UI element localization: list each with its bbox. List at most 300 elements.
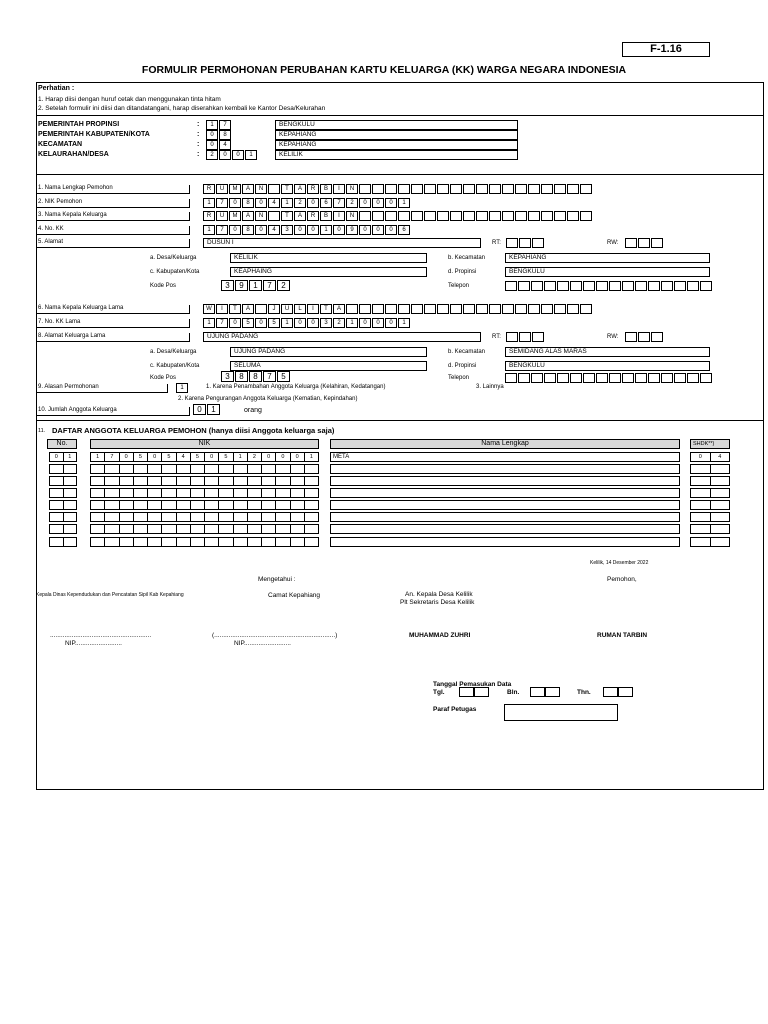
- village-name-field[interactable]: KELILIK: [275, 150, 518, 160]
- char-cell: [625, 332, 637, 342]
- code-cell: 7: [219, 120, 231, 130]
- char-cell: [648, 373, 660, 383]
- digit: [91, 489, 105, 497]
- char-cell: 5: [268, 318, 280, 328]
- applicant-nik-cells[interactable]: [203, 198, 411, 208]
- applicant-role: Pemohon,: [607, 576, 637, 583]
- code-cell: 0: [206, 140, 218, 150]
- digit: [691, 477, 711, 485]
- char-cell: 0: [255, 198, 267, 208]
- char-cell: [541, 184, 553, 194]
- char-cell: [372, 304, 384, 314]
- char-cell: 1: [203, 198, 215, 208]
- digit: [711, 477, 730, 485]
- digit: [205, 525, 219, 533]
- char-cell: 7: [216, 318, 228, 328]
- digit: 1: [68, 454, 72, 460]
- member-shdk-cell[interactable]: [690, 488, 730, 498]
- char-cell: [476, 211, 488, 221]
- postal-code-cells[interactable]: [221, 280, 291, 290]
- known-label: Mengetahui :: [258, 576, 296, 583]
- digit: [248, 513, 262, 521]
- digit: [691, 489, 711, 497]
- char-cell: 0: [229, 225, 241, 235]
- digit: [262, 538, 276, 546]
- digit: 4: [177, 453, 191, 461]
- digit: [162, 477, 176, 485]
- digit: 5: [191, 453, 205, 461]
- field-label-8: 8. Alamat Keluarga Lama: [38, 333, 106, 339]
- digit: [120, 513, 134, 521]
- member-no-cell[interactable]: [49, 464, 77, 474]
- postal-digit: 8: [235, 371, 248, 382]
- phone-cells[interactable]: [505, 281, 713, 291]
- postal-digit: 3: [221, 280, 234, 291]
- old-district-field[interactable]: SEMIDANG ALAS MARAS: [505, 347, 710, 357]
- postal-digit: 2: [277, 280, 290, 291]
- head-name-cells[interactable]: [203, 211, 593, 221]
- member-shdk-cell[interactable]: [690, 512, 730, 522]
- char-cell: [651, 332, 663, 342]
- digit: 0: [691, 453, 711, 461]
- char-cell: [519, 332, 531, 342]
- char-cell: B: [320, 184, 332, 194]
- dinas-nip: NIP..........................: [65, 640, 122, 647]
- digit: [177, 465, 191, 473]
- char-cell: 1: [346, 318, 358, 328]
- digit: [177, 489, 191, 497]
- char-cell: [385, 211, 397, 221]
- digit: [205, 477, 219, 485]
- char-cell: [557, 281, 569, 291]
- char-cell: A: [294, 184, 306, 194]
- char-cell: 2: [346, 198, 358, 208]
- digit: [219, 538, 233, 546]
- member-nik-cell[interactable]: [90, 524, 319, 534]
- district-field[interactable]: KEPAHIANG: [505, 253, 710, 263]
- char-cell: 0: [359, 318, 371, 328]
- digit: [50, 489, 64, 497]
- rt-cells[interactable]: [506, 238, 545, 248]
- member-nik-cell[interactable]: [90, 500, 319, 510]
- digit: [91, 513, 105, 521]
- char-cell: [411, 211, 423, 221]
- digit: [305, 538, 318, 546]
- digit: [162, 489, 176, 497]
- postal-digit: 7: [263, 371, 276, 382]
- digit: [219, 501, 233, 509]
- member-nik-cell[interactable]: [90, 464, 319, 474]
- char-cell: [580, 304, 592, 314]
- char-cell: [505, 373, 517, 383]
- applicant-signature-name: RUMAN TARBIN: [597, 632, 648, 639]
- char-cell: L: [294, 304, 306, 314]
- digit: [691, 465, 711, 473]
- digit: [148, 538, 162, 546]
- code-cell: 8: [219, 130, 231, 140]
- digit: [691, 513, 711, 521]
- digit: [248, 465, 262, 473]
- code-cell: 0: [219, 150, 231, 160]
- digit: [91, 477, 105, 485]
- village-secretary-title: Plt Sekretaris Desa Kelilik: [400, 599, 475, 606]
- notice-heading: Perhatian :: [38, 85, 75, 92]
- char-cell: 1: [320, 225, 332, 235]
- member-nik-cell[interactable]: [90, 476, 319, 486]
- digit: 4: [718, 454, 722, 460]
- digit: [148, 477, 162, 485]
- char-cell: T: [281, 211, 293, 221]
- char-cell: 0: [229, 318, 241, 328]
- digit: [234, 525, 248, 533]
- member-shdk-cell[interactable]: [690, 524, 730, 534]
- digit: 0: [50, 453, 64, 461]
- char-cell: [515, 304, 527, 314]
- digit: [262, 525, 276, 533]
- char-cell: U: [281, 304, 293, 314]
- camat-nip: NIP..........................: [234, 640, 291, 647]
- member-shdk-cell[interactable]: [690, 500, 730, 510]
- officer-initial-box[interactable]: [504, 704, 618, 721]
- member-no-cell[interactable]: [49, 512, 77, 522]
- code-cell: 1: [206, 120, 218, 130]
- char-cell: [489, 211, 501, 221]
- char-cell: [638, 332, 650, 342]
- col-no-header: No.: [47, 439, 77, 449]
- digit: [162, 465, 176, 473]
- entry-month-cell[interactable]: [545, 687, 560, 697]
- char-cell: [518, 281, 530, 291]
- char-cell: [625, 238, 637, 248]
- divider: [36, 115, 764, 116]
- digit: [177, 477, 191, 485]
- char-cell: [687, 281, 699, 291]
- char-cell: 0: [255, 318, 267, 328]
- char-cell: [700, 373, 712, 383]
- char-cell: [622, 281, 634, 291]
- digit: [191, 513, 205, 521]
- char-cell: 1: [281, 198, 293, 208]
- char-cell: [570, 281, 582, 291]
- digit: [148, 489, 162, 497]
- digit: [205, 465, 219, 473]
- old-postal-code-cells[interactable]: [221, 371, 291, 381]
- digit: [276, 501, 290, 509]
- entry-month-label: Bln.: [507, 689, 520, 696]
- rw-cells[interactable]: [625, 238, 664, 248]
- member-no-cell[interactable]: [49, 537, 77, 547]
- member-nik-cell[interactable]: [90, 452, 319, 462]
- field-label-1: 1. Nama Lengkap Pemohon: [38, 185, 113, 191]
- char-cell: [674, 281, 686, 291]
- digit: [305, 525, 318, 533]
- province-label: PEMERINTAH PROPINSI: [38, 121, 120, 128]
- rt-label: RT:: [492, 334, 501, 340]
- old-district-label: b. Kecamatan: [448, 349, 486, 355]
- char-cell: 4: [268, 198, 280, 208]
- rw-label: RW:: [607, 334, 619, 340]
- digit: 1: [91, 453, 105, 461]
- village-label: KELAURAHAN/DESA: [38, 151, 109, 158]
- postal-digit: 5: [277, 371, 290, 382]
- old-regency-field[interactable]: SELUMA: [230, 361, 427, 371]
- digit: [191, 525, 205, 533]
- char-cell: 6: [320, 198, 332, 208]
- member-nik-cell[interactable]: [90, 512, 319, 522]
- char-cell: [506, 332, 518, 342]
- district-name-field[interactable]: KEPAHIANG: [275, 140, 518, 150]
- char-cell: 7: [216, 225, 228, 235]
- dinas-title: Kepala Dinas Kependudukan dan Pencatatan Sipil Kab Kepahiang: [36, 592, 184, 598]
- digit: [291, 501, 305, 509]
- digit: [134, 513, 148, 521]
- regency-field[interactable]: KEAPHAING: [230, 267, 427, 277]
- char-cell: R: [307, 211, 319, 221]
- field-label-9: 9. Alasan Permohonan: [38, 384, 99, 390]
- digit: [64, 501, 77, 509]
- char-cell: [437, 184, 449, 194]
- digit: [134, 477, 148, 485]
- old-village-field[interactable]: UJUNG PADANG: [230, 347, 427, 357]
- member-shdk-cell[interactable]: [690, 476, 730, 486]
- member-nik-cell[interactable]: [90, 537, 319, 547]
- char-cell: 3: [320, 318, 332, 328]
- member-no-cell[interactable]: [49, 500, 77, 510]
- char-cell: [570, 373, 582, 383]
- members-count-cells[interactable]: [193, 404, 221, 414]
- member-shdk-cell[interactable]: [690, 537, 730, 547]
- char-cell: [437, 304, 449, 314]
- entry-month-cell[interactable]: [530, 687, 545, 697]
- char-cell: [450, 304, 462, 314]
- char-cell: [385, 304, 397, 314]
- digit: [120, 538, 134, 546]
- old-head-name-cells[interactable]: [203, 304, 593, 314]
- char-cell: 0: [229, 198, 241, 208]
- char-cell: 1: [398, 198, 410, 208]
- char-cell: [437, 211, 449, 221]
- digit: [162, 501, 176, 509]
- digit: [219, 513, 233, 521]
- digit: [276, 525, 290, 533]
- digit: [105, 489, 119, 497]
- old-rt-cells[interactable]: [506, 332, 545, 342]
- entry-year-label: Thn.: [577, 689, 591, 696]
- member-name-cell[interactable]: [330, 488, 680, 498]
- char-cell: [528, 304, 540, 314]
- old-rw-cells[interactable]: [625, 332, 664, 342]
- member-shdk-cell[interactable]: [690, 464, 730, 474]
- char-cell: [557, 373, 569, 383]
- char-cell: [506, 238, 518, 248]
- member-name-cell[interactable]: [330, 512, 680, 522]
- digit: [134, 525, 148, 533]
- digit: [50, 501, 64, 509]
- field-label-3: 3. Nama Kepala Keluarga: [38, 212, 107, 218]
- regency-name-field[interactable]: KEPAHIANG: [275, 130, 518, 140]
- char-cell: 8: [242, 198, 254, 208]
- member-name-cell[interactable]: [330, 464, 680, 474]
- digit: [64, 538, 77, 546]
- digit: [50, 477, 64, 485]
- postal-digit: 7: [263, 280, 276, 291]
- old-regency-label: c. Kabupaten/Kota: [150, 363, 200, 369]
- entry-day-cell[interactable]: [459, 687, 474, 697]
- applicant-name-cells[interactable]: [203, 184, 593, 194]
- reason-option-3: 3. Lainnya: [476, 384, 504, 390]
- postal-digit: 8: [249, 371, 262, 382]
- notice-line-2: 2. Setelah formulir ini diisi dan ditandatangani, harap diserahkan kembali ke Kantor Desa/Kelurahan: [38, 105, 326, 112]
- char-cell: 7: [216, 198, 228, 208]
- digit: [64, 477, 77, 485]
- digit: [291, 525, 305, 533]
- old-village-label: a. Desa/Keluarga: [150, 349, 197, 355]
- char-cell: [359, 211, 371, 221]
- char-cell: [463, 304, 475, 314]
- digit: [291, 489, 305, 497]
- province-name-field[interactable]: BENGKULU: [275, 120, 518, 130]
- digit: 5: [219, 453, 233, 461]
- reason-code[interactable]: [176, 383, 189, 393]
- count-digit: 0: [193, 404, 206, 415]
- member-no-cell[interactable]: [49, 476, 77, 486]
- province-code[interactable]: [206, 120, 232, 130]
- digit: [248, 489, 262, 497]
- char-cell: [661, 373, 673, 383]
- digit: [105, 465, 119, 473]
- address-field[interactable]: DUSUN I: [203, 238, 481, 248]
- char-cell: [424, 211, 436, 221]
- member-name-cell[interactable]: [330, 524, 680, 534]
- old-province-field[interactable]: BENGKULU: [505, 361, 710, 371]
- member-name-cell[interactable]: [330, 537, 680, 547]
- char-cell: [515, 184, 527, 194]
- digit: [64, 525, 77, 533]
- char-cell: [268, 184, 280, 194]
- old-province-label: d. Propinsi: [448, 363, 477, 369]
- char-cell: [424, 304, 436, 314]
- char-cell: [583, 373, 595, 383]
- digit: [50, 465, 64, 473]
- digit: 0: [205, 453, 219, 461]
- entry-day-cell[interactable]: [474, 687, 489, 697]
- sign-date: Kelilik, 14 Desember 2022: [590, 560, 649, 566]
- digit: [711, 525, 730, 533]
- divider: [36, 420, 764, 421]
- char-cell: [596, 373, 608, 383]
- char-cell: 0: [385, 198, 397, 208]
- district-code[interactable]: [206, 140, 232, 150]
- char-cell: [385, 184, 397, 194]
- member-shdk-cell[interactable]: [690, 452, 730, 462]
- char-cell: [567, 304, 579, 314]
- postal-label: Kode Pos: [150, 283, 177, 289]
- digit: [64, 489, 77, 497]
- char-cell: N: [255, 184, 267, 194]
- entry-year-cell[interactable]: [618, 687, 633, 697]
- digit: [120, 501, 134, 509]
- char-cell: B: [320, 211, 332, 221]
- char-cell: [463, 184, 475, 194]
- entry-year-cell[interactable]: [603, 687, 618, 697]
- char-cell: 3: [281, 225, 293, 235]
- char-cell: [531, 281, 543, 291]
- digit: [177, 501, 191, 509]
- regency-code[interactable]: [206, 130, 232, 140]
- member-no-cell[interactable]: [49, 452, 77, 462]
- digit: [711, 501, 730, 509]
- char-cell: [372, 211, 384, 221]
- char-cell: M: [229, 184, 241, 194]
- digit: [91, 525, 105, 533]
- village-code[interactable]: [206, 150, 258, 160]
- digit: [191, 538, 205, 546]
- char-cell: 7: [333, 198, 345, 208]
- char-cell: A: [242, 184, 254, 194]
- char-cell: [502, 211, 514, 221]
- char-cell: [359, 184, 371, 194]
- digit: [148, 513, 162, 521]
- code-cell: 2: [206, 150, 218, 160]
- field-label-4: 4. No. KK: [38, 226, 64, 232]
- digit: [291, 538, 305, 546]
- digit: [120, 489, 134, 497]
- member-no-cell[interactable]: [49, 524, 77, 534]
- char-cell: [635, 373, 647, 383]
- digit: [50, 513, 64, 521]
- old-address-field[interactable]: UJUNG PADANG: [203, 332, 481, 342]
- char-cell: 1: [203, 318, 215, 328]
- member-name-cell[interactable]: [330, 500, 680, 510]
- char-cell: [528, 211, 540, 221]
- old-kk-cells[interactable]: [203, 318, 411, 328]
- digit: [50, 538, 64, 546]
- old-phone-cells[interactable]: [505, 373, 713, 383]
- char-cell: 0: [372, 318, 384, 328]
- char-cell: N: [346, 211, 358, 221]
- char-cell: [609, 281, 621, 291]
- member-nik-cell[interactable]: [90, 488, 319, 498]
- char-cell: J: [268, 304, 280, 314]
- digit: [105, 513, 119, 521]
- char-cell: [489, 184, 501, 194]
- province-field[interactable]: BENGKULU: [505, 267, 710, 277]
- member-name-cell[interactable]: [330, 476, 680, 486]
- digit: [691, 538, 711, 546]
- digit: 0: [276, 453, 290, 461]
- char-cell: [541, 304, 553, 314]
- digit: [219, 465, 233, 473]
- member-no-cell[interactable]: [49, 488, 77, 498]
- digit: [105, 501, 119, 509]
- field-label-2: 2. NIK Pemohon: [38, 199, 83, 205]
- kk-number-cells[interactable]: [203, 225, 411, 235]
- char-cell: [450, 211, 462, 221]
- entry-date-heading: Tanggal Pemasukan Data: [433, 681, 512, 688]
- digit: [205, 538, 219, 546]
- digit: 0: [120, 453, 134, 461]
- digit: [305, 489, 318, 497]
- char-cell: R: [203, 184, 215, 194]
- village-field[interactable]: KELILIK: [230, 253, 427, 263]
- member-name-cell[interactable]: META: [330, 452, 680, 462]
- digit: 0: [291, 453, 305, 461]
- char-cell: [411, 304, 423, 314]
- col-nik-header: NIK: [90, 439, 319, 449]
- char-cell: 0: [385, 225, 397, 235]
- form-title: FORMULIR PERMOHONAN PERUBAHAN KARTU KELUARGA (KK) WARGA NEGARA INDONESIA: [141, 64, 627, 76]
- char-cell: A: [242, 304, 254, 314]
